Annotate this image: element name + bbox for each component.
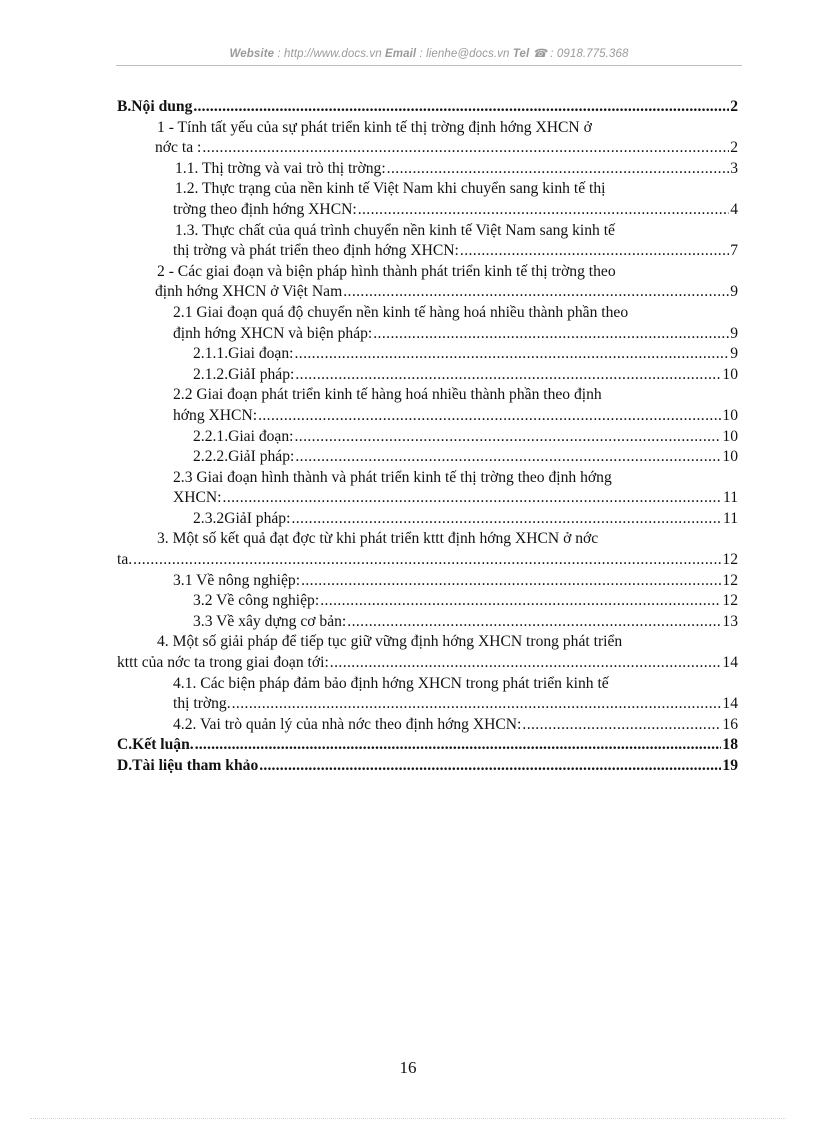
toc-leader-dots (193, 97, 729, 118)
toc-page-number: 19 (722, 757, 738, 774)
email-label: Email (385, 48, 417, 60)
toc-entry-title: 2 - Các giai đoạn và biện pháp hình thành phát triển kinh tế thị trờng theo (157, 262, 616, 280)
toc-leader-dots (343, 282, 729, 303)
toc-entry-title: 4. Một số giải pháp để tiếp tục giữ vững định hớng XHCN trong phát triển (157, 633, 623, 651)
tel-label: Tel (512, 48, 530, 60)
toc-entry-title: 3.3 Về xây dựng cơ bản: (193, 612, 347, 630)
toc-entry-title: C.Kết luận. (117, 736, 194, 754)
table-of-contents (117, 97, 738, 777)
page-header (116, 46, 742, 60)
toc-entry-title: 2.3 Giai đoạn hình thành và phát triển kinh tế thị trờng theo định hớng (173, 468, 612, 486)
toc-page-number: 2 (730, 139, 738, 157)
toc-leader-dots (294, 344, 729, 365)
toc-entry-title: 1.3. Thực chất của quá trình chuyển nền kinh tế Việt Nam sang kinh tế (175, 221, 615, 239)
toc-page-number: 12 (722, 551, 738, 569)
toc-entry[interactable] (117, 509, 738, 530)
toc-leader-dots (522, 715, 721, 736)
toc-entry-title: 4.1. Các biện pháp đảm bảo định hớng XHCN trong phát triển kinh tế (173, 674, 609, 692)
toc-page-number: 16 (722, 715, 738, 733)
toc-page-number: 2 (730, 98, 738, 115)
toc-entry[interactable] (117, 262, 738, 303)
toc-entry-title: hớng XHCN: (173, 406, 258, 424)
toc-entry-title: trờng theo định hớng XHCN: (173, 200, 357, 218)
toc-page-number: 18 (722, 736, 738, 754)
toc-entry-title: 1.2. Thực trạng của nền kinh tế Việt Nam khi chuyển sang kinh tế thị (175, 180, 606, 198)
toc-entry[interactable] (117, 674, 738, 715)
tel-value: ☎ : 0918.775.368 (529, 48, 629, 60)
email-value: : lienhe@docs.vn (416, 48, 513, 60)
toc-leader-dots (387, 159, 730, 180)
toc-leader-dots (460, 241, 729, 262)
toc-entry[interactable] (117, 632, 738, 673)
toc-leader-dots (373, 324, 729, 345)
toc-leader-dots (301, 571, 721, 592)
toc-leader-dots (358, 200, 730, 221)
toc-leader-dots (295, 365, 721, 386)
toc-entry-title: thị trờng và phát triển theo định hớng XHCN: (173, 242, 459, 260)
toc-leader-dots (330, 653, 722, 674)
toc-page-number: 11 (722, 509, 738, 527)
toc-entry-title: nớc ta : (155, 139, 202, 157)
toc-entry[interactable] (117, 179, 738, 220)
toc-leader-dots (202, 138, 729, 159)
toc-entry-title: 1.1. Thị trờng và vai trò thị trờng: (175, 159, 386, 177)
toc-entry[interactable] (117, 365, 738, 386)
toc-entry[interactable] (117, 447, 738, 468)
toc-page-number: 10 (722, 365, 738, 383)
toc-entry-title: D.Tài liệu tham khảo (117, 757, 259, 774)
toc-leader-dots (295, 447, 721, 468)
website-value: : http://www.docs.vn (274, 48, 385, 60)
toc-entry-title: 2.1.1.Giai đoạn: (193, 345, 294, 363)
bottom-divider (30, 1118, 786, 1119)
toc-page-number: 3 (730, 159, 738, 177)
toc-entry-title: XHCN: (173, 489, 222, 507)
toc-leader-dots (291, 509, 722, 530)
toc-leader-dots (347, 612, 721, 633)
toc-entry[interactable] (117, 221, 738, 262)
toc-leader-dots (232, 694, 722, 715)
toc-entry-title: 1 - Tính tất yếu của sự phát triển kinh tế thị trờng định hớng XHCN ở (157, 118, 592, 136)
toc-entry-title: 2.3.2GiảI pháp: (193, 509, 291, 527)
toc-leader-dots (133, 550, 721, 571)
toc-page-number: 10 (722, 406, 738, 424)
toc-page-number: 9 (730, 324, 738, 342)
toc-entry[interactable] (117, 468, 738, 509)
toc-entry-title: 2.1.2.GiảI pháp: (193, 365, 295, 383)
toc-entry-title: 3. Một số kết quả đạt đợc từ khi phát triển kttt định hớng XHCN ở nớc (157, 530, 599, 548)
toc-page-number: 10 (722, 427, 738, 445)
toc-page-number: 11 (722, 489, 738, 507)
toc-entry-title: 3.1 Về nông nghiệp: (173, 571, 301, 589)
toc-entry[interactable] (117, 735, 738, 756)
website-label: Website (229, 48, 275, 60)
toc-entry-title: thị trờng. (173, 695, 231, 713)
toc-entry-title: định hớng XHCN ở Việt Nam (155, 283, 343, 301)
toc-page-number: 14 (722, 695, 738, 713)
toc-entry-title: 2.1 Giai đoạn quá độ chuyển nền kinh tế hàng hoá nhiều thành phần theo (173, 303, 629, 321)
toc-leader-dots (258, 406, 721, 427)
toc-entry-title: B.Nội dung (117, 98, 193, 115)
toc-page-number: 9 (730, 345, 738, 363)
toc-entry-title: 2.2.1.Giai đoạn: (193, 427, 294, 445)
toc-page-number: 9 (730, 283, 738, 301)
toc-page-number: 12 (722, 592, 738, 610)
toc-page-number: 14 (722, 654, 738, 672)
toc-entry[interactable] (117, 612, 738, 633)
toc-entry[interactable] (117, 756, 738, 777)
toc-entry[interactable] (117, 529, 738, 570)
toc-entry[interactable] (117, 118, 738, 159)
toc-page-number: 4 (730, 200, 738, 218)
toc-page-number: 10 (722, 448, 738, 466)
toc-entry[interactable] (117, 385, 738, 426)
toc-page-number: 13 (722, 612, 738, 630)
page-number: 16 (399, 1058, 417, 1077)
toc-leader-dots (320, 591, 721, 612)
toc-entry[interactable] (117, 159, 738, 180)
toc-leader-dots (259, 756, 721, 777)
toc-entry[interactable] (117, 591, 738, 612)
toc-entry-title: 4.2. Vai trò quản lý của nhà nớc theo định hớng XHCN: (173, 715, 522, 733)
toc-entry-title: 3.2 Về công nghiệp: (193, 592, 320, 610)
toc-leader-dots (195, 735, 722, 756)
toc-entry[interactable] (117, 303, 738, 344)
toc-entry-title: ta. (117, 551, 133, 569)
toc-entry[interactable] (117, 344, 738, 365)
toc-leader-dots (223, 488, 722, 509)
toc-entry-title: 2.2.2.GiảI pháp: (193, 448, 295, 466)
toc-page-number: 12 (722, 571, 738, 589)
toc-entry[interactable] (117, 571, 738, 592)
toc-leader-dots (294, 427, 721, 448)
toc-entry[interactable] (117, 97, 738, 118)
header-divider (116, 65, 742, 66)
toc-entry-title: định hớng XHCN và biện pháp: (173, 324, 373, 342)
toc-entry[interactable] (117, 715, 738, 736)
toc-entry-title: kttt của nớc ta trong giai đoạn tới: (117, 654, 329, 672)
toc-entry-title: 2.2 Giai đoạn phát triển kinh tế hàng hoá nhiều thành phần theo định (173, 386, 602, 404)
toc-page-number: 7 (730, 242, 738, 260)
toc-entry[interactable] (117, 427, 738, 448)
